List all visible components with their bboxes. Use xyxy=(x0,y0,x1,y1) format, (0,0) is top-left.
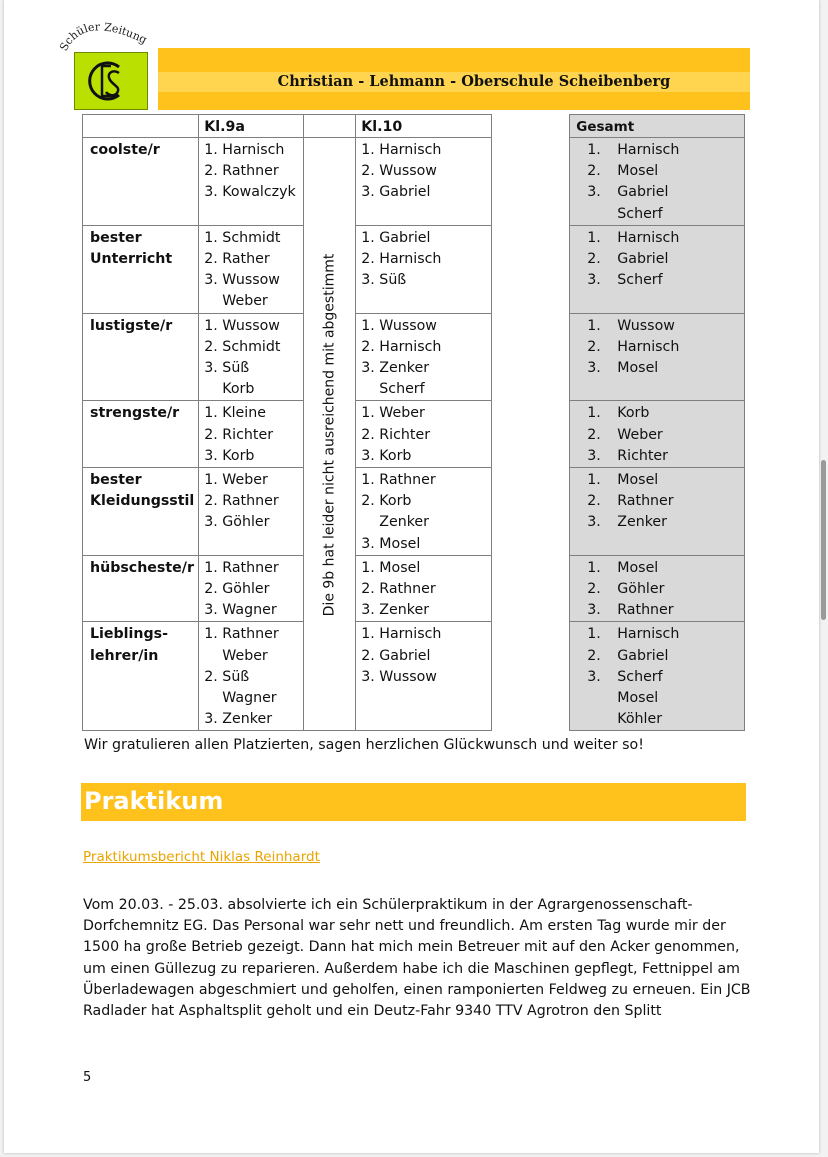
ranking-entry: 1. Rathner xyxy=(204,626,279,643)
gesamt-entry xyxy=(605,512,740,533)
ranking-entry: Weber xyxy=(222,647,268,664)
ranking-entry: Korb xyxy=(222,381,255,398)
ranking-entry: Scherf xyxy=(379,381,425,398)
table-row xyxy=(83,225,745,313)
congratulations-text: Wir gratulieren allen Platzierten, sagen herzlichen Glückwunsch und weiter so! xyxy=(84,737,644,753)
gesamt-name: 2. Göhler xyxy=(617,581,665,598)
cls-monogram-icon xyxy=(75,53,147,109)
gesamt-entry xyxy=(605,270,740,291)
gesamt-cell xyxy=(570,138,745,226)
category-cell xyxy=(83,555,199,622)
kl10-cell xyxy=(356,468,492,556)
ranking-entry: 3. Wussow xyxy=(204,272,280,289)
ranking-entry: 2. Harnisch xyxy=(361,338,442,355)
gesamt-cell xyxy=(570,555,745,622)
logo-arc-text xyxy=(54,6,164,56)
gesamt-entry xyxy=(605,228,740,249)
table-row xyxy=(83,555,745,622)
category-label: bester xyxy=(90,229,142,246)
category-label: coolste/r xyxy=(90,142,160,158)
ranking-entry: 2. Richter xyxy=(204,426,274,443)
gesamt-entry xyxy=(605,403,740,424)
gesamt-name: 2. Gabriel xyxy=(617,647,669,664)
scrollbar-thumb[interactable] xyxy=(821,460,826,620)
gesamt-entry xyxy=(605,600,740,621)
paragraph-line: um einen Güllezug zu reparieren. Außerdem habe ich die Maschinen gepflegt, Fettnippel am xyxy=(83,960,740,977)
gesamt-cell xyxy=(570,468,745,556)
gesamt-name: 2. Rathner xyxy=(617,493,674,510)
gesamt-name: 1. Wussow xyxy=(617,317,675,334)
paragraph-line: Radlader hat Asphaltsplit geholt und ein Deutz-Fahr 9340 TTV Agrotron den Splitt xyxy=(83,1003,662,1020)
paragraph-line: Vom 20.03. - 25.03. absolvierte ich ein Schülerpraktikum in der Agrargenossenschaft- xyxy=(83,897,693,913)
gesamt-cell xyxy=(570,313,745,401)
table-row xyxy=(83,622,745,731)
category-label: bester xyxy=(90,472,142,489)
ranking-entry: 3. Zenker xyxy=(361,602,430,619)
kl9a-cell xyxy=(199,138,304,226)
ranking-entry: 1. Wussow xyxy=(204,317,280,334)
ranking-entry: 2. Süß xyxy=(204,668,250,685)
category-label: Lieblings- xyxy=(90,626,168,643)
ranking-entry: 3. Korb xyxy=(361,447,412,464)
kl9a-cell xyxy=(199,401,304,468)
gesamt-name: 2. Mosel xyxy=(617,163,659,180)
gesamt-name: 3. Mosel xyxy=(617,360,659,377)
gesamt-entry xyxy=(605,491,740,512)
ranking-entry: 1. Rathner xyxy=(361,472,436,489)
table-row xyxy=(83,401,745,468)
gesamt-entry xyxy=(605,316,740,337)
ranking-entry: 2. Wussow xyxy=(361,163,437,180)
kl10-cell xyxy=(356,555,492,622)
gesamt-entry xyxy=(605,425,740,446)
gesamt-name: 1. Harnisch xyxy=(617,142,680,158)
gesamt-entry xyxy=(605,140,740,161)
gesamt-name: 3. Scherf xyxy=(617,668,663,685)
gesamt-name: 1. Mosel xyxy=(617,472,659,489)
kl9a-cell xyxy=(199,313,304,401)
ranking-entry: Zenker xyxy=(379,514,429,531)
ranking-entry: 1. Gabriel xyxy=(361,229,431,246)
ranking-entry: 3. Süß xyxy=(204,360,250,377)
ranking-entry: 1. Weber xyxy=(361,405,425,422)
school-logo xyxy=(74,52,148,110)
report-link[interactable]: Praktikumsbericht Niklas Reinhardt xyxy=(83,849,320,865)
table-row xyxy=(83,138,745,226)
ranking-entry: 2. Gabriel xyxy=(361,647,431,664)
ranking-entry: 1. Mosel xyxy=(361,559,421,576)
ranking-entry: 1. Harnisch xyxy=(361,142,442,158)
paragraph-line: 1500 ha große Betrieb gezeigt. Dann hat mich mein Betreuer mit auf den Acker genommen, xyxy=(83,939,740,956)
ranking-entry: 3. Gabriel xyxy=(361,184,431,201)
gesamt-entry xyxy=(605,249,740,270)
ranking-entry: 3. Göhler xyxy=(204,514,270,531)
ranking-entry: 2. Rather xyxy=(204,251,270,268)
ranking-entry: 3. Süß xyxy=(361,272,407,289)
header-gap xyxy=(492,115,570,138)
poll-results-table xyxy=(82,114,745,731)
gesamt-entry xyxy=(605,646,740,667)
gesamt-entry xyxy=(605,624,740,645)
ranking-entry: 2. Rathner xyxy=(204,493,279,510)
kl10-cell xyxy=(356,225,492,313)
gesamt-name: 1. Harnisch xyxy=(617,229,680,246)
gesamt-entry xyxy=(605,446,740,467)
category-label: hübscheste/r xyxy=(90,559,194,576)
gesamt-name: 3. Scherf xyxy=(617,272,663,289)
page-number: 5 xyxy=(83,1070,92,1085)
gesamt-name: 3. Gabriel xyxy=(617,184,669,201)
gesamt-name: 3. Richter xyxy=(617,447,668,464)
ranking-entry: 2. Richter xyxy=(361,426,431,443)
category-label: lehrer/in xyxy=(90,647,159,664)
category-label: strengste/r xyxy=(90,405,180,422)
kl9a-cell xyxy=(199,225,304,313)
section-title: Praktikum xyxy=(84,787,224,815)
svg-text:Schüler Zeitung: Schüler Zeitung xyxy=(57,20,149,54)
gesamt-cell xyxy=(570,401,745,468)
kl10-cell xyxy=(356,313,492,401)
ranking-entry: 1. Harnisch xyxy=(361,626,442,643)
school-name: Christian - Lehmann - Oberschule Scheibenberg xyxy=(277,73,671,90)
gesamt-name: 1. Mosel xyxy=(617,559,659,576)
table-row xyxy=(83,468,745,556)
report-paragraph xyxy=(83,895,753,1022)
category-cell xyxy=(83,225,199,313)
category-label: lustigste/r xyxy=(90,317,173,334)
ranking-entry: 2. Rathner xyxy=(204,163,279,180)
category-cell xyxy=(83,622,199,731)
ranking-entry: 1. Kleine xyxy=(204,405,266,422)
table-header-row xyxy=(83,115,745,138)
paragraph-line: Überladewagen abgeschmiert und geholfen, einen ramponierten Feldweg zu erneuen. Ein JCB xyxy=(83,981,751,998)
gesamt-entry xyxy=(605,161,740,182)
ranking-entry: 2. Korb xyxy=(361,493,412,510)
gesamt-entry xyxy=(605,337,740,358)
gesamt-cell xyxy=(570,622,745,731)
kl9a-cell xyxy=(199,622,304,731)
ranking-entry: Weber xyxy=(222,293,268,310)
header-gesamt: Gesamt xyxy=(570,115,745,138)
ranking-entry: 1. Harnisch xyxy=(204,142,285,158)
kl10-cell xyxy=(356,401,492,468)
ranking-entry: 2. Schmidt xyxy=(204,338,281,355)
ranking-entry: 2. Göhler xyxy=(204,581,270,598)
kl9b-vertical-note: Die 9b hat leider nicht ausreichend mit abgestimmt xyxy=(321,253,338,616)
ranking-entry: 1. Schmidt xyxy=(204,229,281,246)
header-kl9b xyxy=(304,115,356,138)
gesamt-entry xyxy=(605,358,740,379)
gesamt-name: Köhler xyxy=(617,711,663,728)
kl10-cell xyxy=(356,138,492,226)
header-kl9a: Kl.9a xyxy=(199,115,304,138)
category-label: Kleidungsstil xyxy=(90,493,195,510)
gesamt-entry xyxy=(605,667,740,731)
ranking-entry: Wagner xyxy=(222,690,277,707)
gesamt-entry xyxy=(605,182,740,224)
ranking-entry: 1. Wussow xyxy=(361,317,437,334)
gap-cell xyxy=(492,138,570,731)
ranking-entry: 3. Zenker xyxy=(204,711,273,728)
table-row xyxy=(83,313,745,401)
ranking-entry: 3. Zenker xyxy=(361,360,430,377)
gesamt-entry xyxy=(605,470,740,491)
gesamt-name: 3. Rathner xyxy=(617,602,674,619)
gesamt-name: 1. Harnisch xyxy=(617,626,680,643)
category-cell xyxy=(83,138,199,226)
ranking-entry: 3. Wussow xyxy=(361,668,437,685)
kl9b-note-cell xyxy=(304,138,356,731)
gesamt-name: 2. Gabriel xyxy=(617,251,669,268)
kl9a-cell xyxy=(199,468,304,556)
ranking-entry: 2. Rathner xyxy=(361,581,436,598)
header-banner xyxy=(158,48,750,110)
category-cell xyxy=(83,468,199,556)
ranking-entry: 3. Korb xyxy=(204,447,255,464)
gesamt-name: 2. Harnisch xyxy=(617,338,680,355)
gesamt-name: Scherf xyxy=(617,205,663,222)
kl9a-cell xyxy=(199,555,304,622)
gesamt-name: Mosel xyxy=(617,690,659,707)
gesamt-entry xyxy=(605,558,740,579)
gesamt-name: 2. Weber xyxy=(617,426,663,443)
paragraph-line: Dorfchemnitz EG. Das Personal war sehr nett und freundlich. Am ersten Tag wurde mir der xyxy=(83,918,726,935)
gesamt-name: 3. Zenker xyxy=(617,514,667,531)
category-cell xyxy=(83,401,199,468)
ranking-entry: 1. Weber xyxy=(204,472,268,489)
ranking-entry: 3. Wagner xyxy=(204,602,277,619)
ranking-entry: 3. Kowalczyk xyxy=(204,184,296,201)
ranking-entry: 2. Harnisch xyxy=(361,251,442,268)
section-heading-bar xyxy=(81,783,746,821)
header-kl10: Kl.10 xyxy=(356,115,492,138)
kl10-cell xyxy=(356,622,492,731)
gesamt-name: 1. Korb xyxy=(617,405,650,422)
gesamt-entry xyxy=(605,579,740,600)
ranking-entry: 3. Mosel xyxy=(361,535,421,552)
category-label: Unterricht xyxy=(90,251,173,268)
header-category xyxy=(83,115,199,138)
gesamt-cell xyxy=(570,225,745,313)
category-cell xyxy=(83,313,199,401)
ranking-entry: 1. Rathner xyxy=(204,559,279,576)
